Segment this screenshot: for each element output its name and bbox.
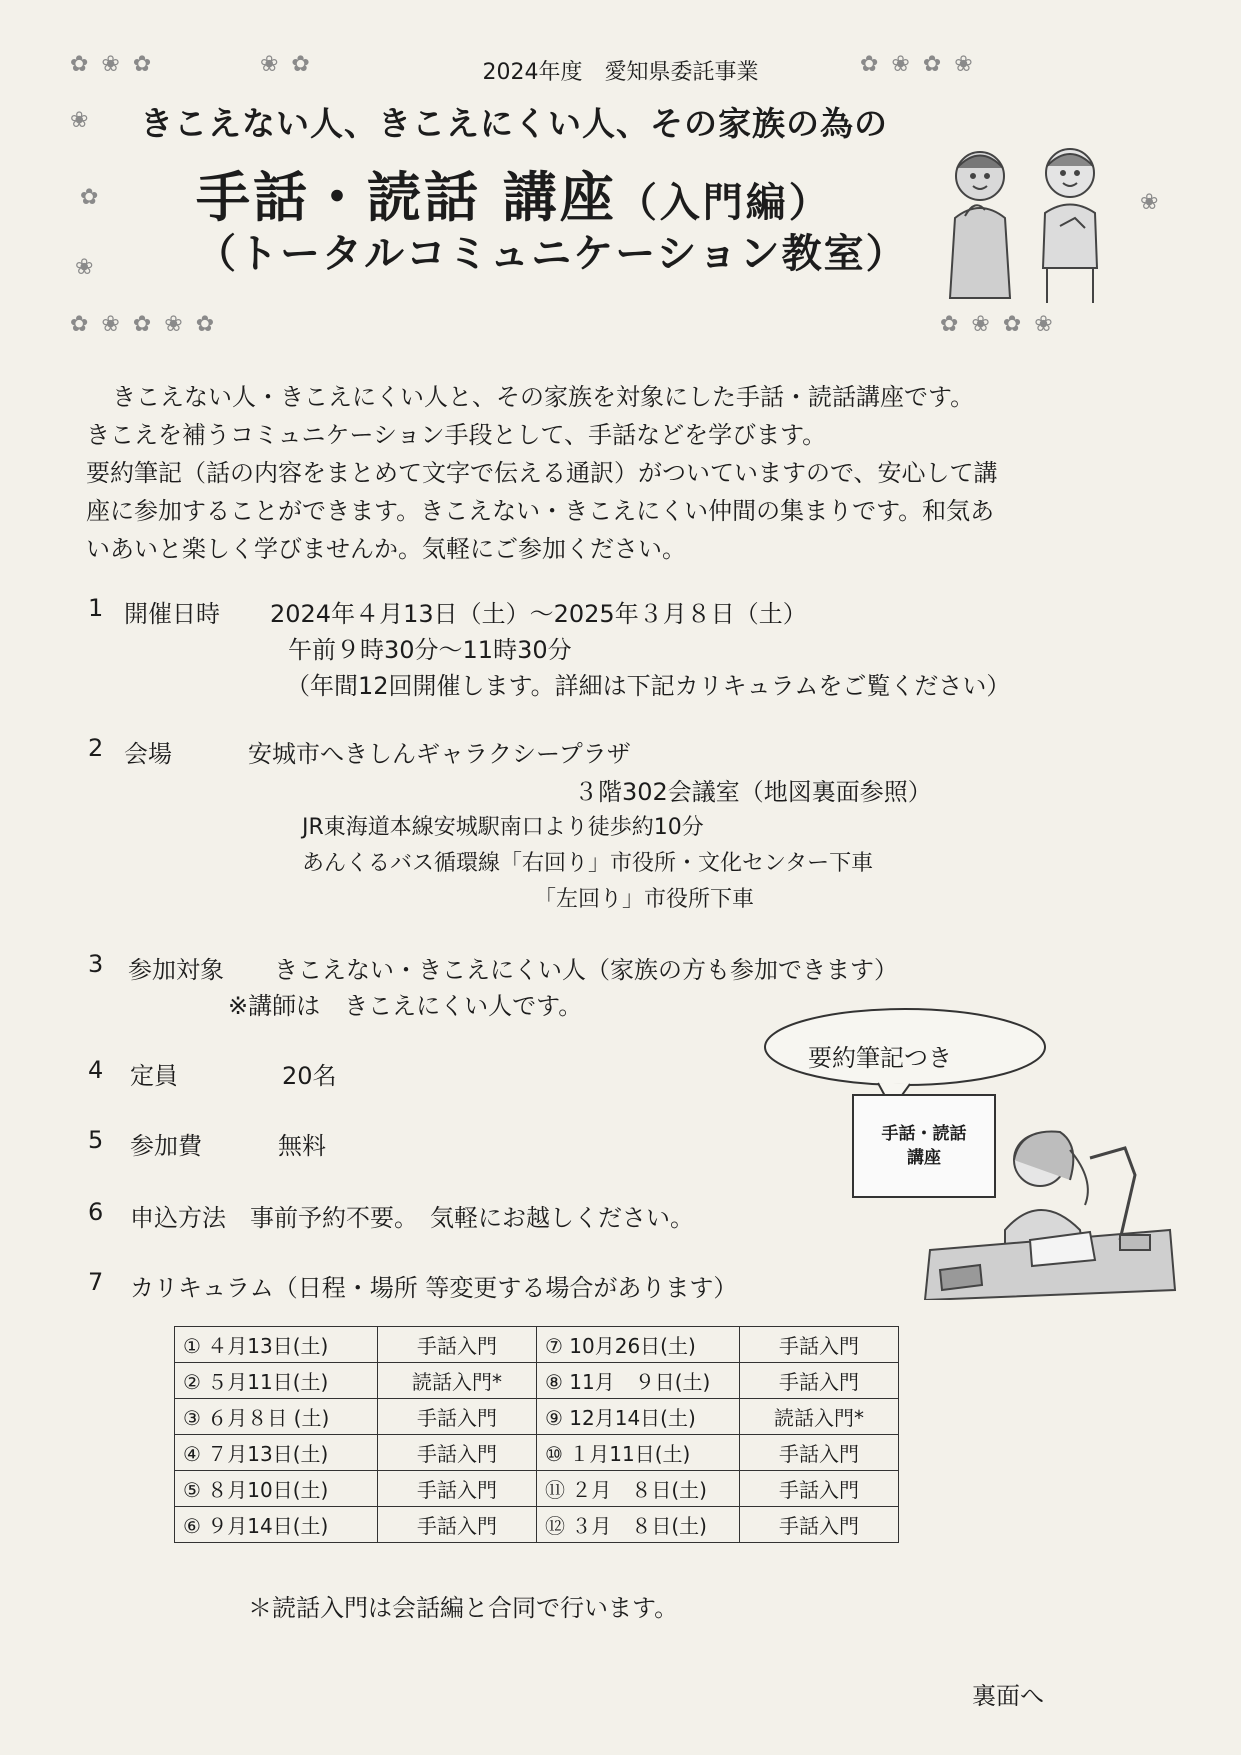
schedule-note: （年間12回開催します。詳細は下記カリキュラムをご覧ください） — [286, 672, 1011, 700]
section-schedule-dates — [88, 594, 1188, 704]
session-course-cell: 手話入門 — [740, 1327, 899, 1363]
section-number: 4 — [88, 1056, 104, 1084]
session-date-cell: ⑦ 10月26日(土) — [537, 1327, 740, 1363]
session-date-cell: ⑧ 11月 ９日(土) — [537, 1363, 740, 1399]
table-row — [175, 1327, 899, 1363]
flower-border-top-left: ✿ ❀ ✿ — [70, 52, 155, 77]
flower-border-top: ❀ ✿ — [260, 52, 313, 77]
session-course-cell: 読話入門* — [740, 1399, 899, 1435]
section-venue — [88, 734, 1188, 914]
section-label: 申込方法 — [130, 1204, 226, 1232]
intro-line: きこえない人・きこえにくい人と、その家族を対象にした手話・読話講座です。 — [112, 383, 975, 411]
intro-line: きこえを補うコミュニケーション手段として、手話などを学びます。 — [86, 421, 827, 449]
flower-border-left-2: ✿ — [80, 185, 102, 210]
intro-line: いあいと楽しく学びませんか。気軽にご参加ください。 — [86, 535, 686, 563]
section-label: 開催日時 — [124, 600, 220, 628]
lecturer-note: ※講師は きこえにくい人です。 — [228, 992, 583, 1020]
fee-value: 無料 — [278, 1132, 326, 1160]
signing-people-illustration — [935, 138, 1115, 313]
session-date-cell: ⑨ 12月14日(土) — [537, 1399, 740, 1435]
session-date-cell: ⑪ ２月 ８日(土) — [537, 1471, 740, 1507]
flower-border-bottom-left: ✿ ❀ ✿ ❀ ✿ — [70, 312, 218, 337]
section-label: 参加費 — [130, 1132, 202, 1160]
section-number: 6 — [88, 1198, 104, 1226]
access-bus-right: あんくるバス循環線「右回り」市役所・文化センター下車 — [302, 851, 874, 876]
table-row — [175, 1399, 899, 1435]
title-suffix: （入門編） — [616, 180, 832, 226]
application-value: 事前予約不要。 気軽にお越しください。 — [250, 1204, 694, 1232]
target-text: きこえない・きこえにくい人（家族の方も参加できます） — [274, 956, 898, 984]
session-course-cell: 手話入門 — [378, 1399, 537, 1435]
section-number: 5 — [88, 1126, 104, 1154]
session-date-cell: ① ４月13日(土) — [175, 1327, 378, 1363]
flower-border-left-3: ❀ — [75, 255, 97, 280]
session-date-cell: ③ ６月８日 (土) — [175, 1399, 378, 1435]
section-fee — [88, 1126, 488, 1160]
section-label: 会場 — [124, 740, 172, 768]
session-date-cell: ⑤ ８月10日(土) — [175, 1471, 378, 1507]
section-curriculum — [88, 1268, 988, 1302]
screen-line: 講座 — [907, 1148, 941, 1168]
table-row — [175, 1363, 899, 1399]
section-label: 参加対象 — [128, 956, 224, 984]
header-subtitle: きこえない人、きこえにくい人、その家族の為の — [140, 104, 888, 143]
table-row — [175, 1507, 899, 1543]
session-course-cell: 手話入門 — [378, 1435, 537, 1471]
session-course-cell: 手話入門 — [740, 1507, 899, 1543]
session-date-cell: ⑥ ９月14日(土) — [175, 1507, 378, 1543]
date-range: 2024年４月13日（土）～2025年３月８日（土） — [270, 600, 807, 628]
title-main: 手話・読話 講座 — [196, 166, 617, 229]
session-course-cell: 手話入門 — [378, 1327, 537, 1363]
section-number: 7 — [88, 1268, 104, 1296]
section-label: カリキュラム（日程・場所 等変更する場合があります） — [130, 1274, 738, 1302]
intro-paragraph — [86, 378, 1176, 568]
venue-name: 安城市へきしんギャラクシープラザ — [248, 740, 631, 768]
venue-room: ３階302会議室（地図裏面参照） — [574, 778, 932, 806]
section-label: 定員 — [130, 1062, 178, 1090]
capacity-value: 20名 — [282, 1062, 337, 1090]
session-date-cell: ② ５月11日(土) — [175, 1363, 378, 1399]
session-date-cell: ④ ７月13日(土) — [175, 1435, 378, 1471]
table-row — [175, 1471, 899, 1507]
access-train: JR東海道本線安城駅南口より徒歩約10分 — [302, 815, 704, 840]
section-number: 2 — [88, 734, 104, 762]
back-page-note: 裏面へ — [972, 1682, 1044, 1710]
table-row — [175, 1435, 899, 1471]
bubble-text: 要約筆記つき — [808, 1044, 952, 1072]
time-range: 午前９時30分～11時30分 — [288, 636, 572, 664]
page-title — [196, 155, 832, 232]
flower-border-left: ❀ — [70, 108, 92, 133]
session-course-cell: 手話入門 — [740, 1435, 899, 1471]
intro-line: 要約筆記（話の内容をまとめて文字で伝える通訳）がついていますので、安心して講 — [86, 459, 998, 487]
session-date-cell: ⑩ １月11日(土) — [537, 1435, 740, 1471]
section-number: 1 — [88, 594, 104, 622]
session-course-cell: 手話入門 — [740, 1471, 899, 1507]
session-course-cell: 読話入門* — [378, 1363, 537, 1399]
session-course-cell: 手話入門 — [378, 1471, 537, 1507]
footnote: ＊読話入門は会話編と合同で行います。 — [248, 1594, 679, 1622]
flower-border-bottom-right: ✿ ❀ ✿ ❀ — [940, 312, 1056, 337]
curriculum-table — [174, 1326, 899, 1543]
session-course-cell: 手話入門 — [740, 1363, 899, 1399]
section-number: 3 — [88, 950, 104, 978]
note-taker-illustration — [920, 1120, 1180, 1300]
intro-line: 座に参加することができます。きこえない・きこえにくい仲間の集まりです。和気あ — [86, 497, 995, 525]
page-title-sub: （トータルコミュニケーション教室） — [196, 231, 908, 277]
fiscal-year-line: 2024年度 愛知県委託事業 — [482, 60, 759, 85]
section-capacity — [88, 1056, 488, 1090]
session-course-cell: 手話入門 — [378, 1507, 537, 1543]
screen-line: 手話・読話 — [881, 1124, 967, 1144]
flower-border-top-right: ✿ ❀ ✿ ❀ — [860, 52, 976, 77]
flower-border-right: ❀ — [1140, 190, 1162, 215]
section-application — [88, 1198, 888, 1232]
access-bus-left: 「左回り」市役所下車 — [534, 887, 755, 912]
session-date-cell: ⑫ ３月 ８日(土) — [537, 1507, 740, 1543]
